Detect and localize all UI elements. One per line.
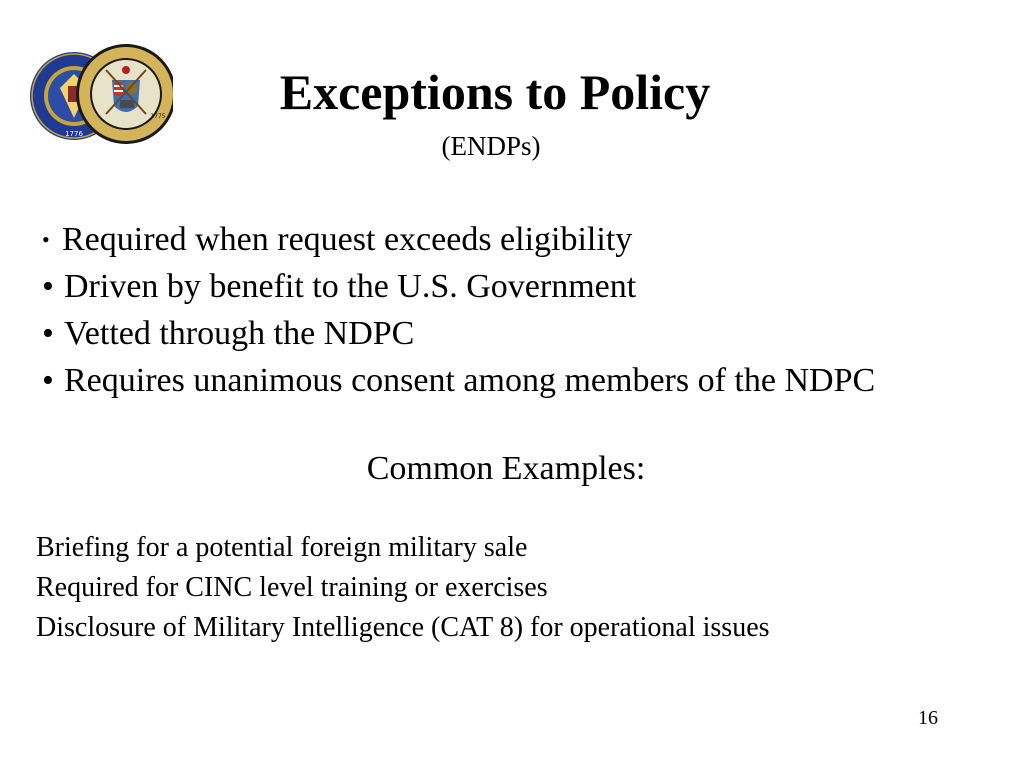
page-number: 16 bbox=[918, 707, 938, 729]
bullet-text: Required when request exceeds eligibility bbox=[62, 221, 633, 258]
bullet-item bbox=[42, 310, 875, 357]
bullet-text: Requires unanimous consent among members of the NDPC bbox=[64, 362, 876, 399]
examples-heading: Common Examples: bbox=[366, 450, 646, 487]
bullet-item bbox=[42, 357, 875, 404]
bullet-glyph: • bbox=[42, 315, 54, 352]
page-subtitle: (ENDPs) bbox=[441, 131, 541, 161]
bullet-text: Vetted through the NDPC bbox=[64, 315, 415, 352]
svg-text:1775: 1775 bbox=[150, 113, 166, 120]
bullet-item bbox=[42, 263, 875, 310]
example-item: Required for CINC level training or exercises bbox=[36, 572, 548, 603]
bullet-glyph: • bbox=[42, 227, 50, 252]
bullet-text: Driven by benefit to the U.S. Government bbox=[64, 268, 637, 305]
bullet-item bbox=[42, 216, 875, 263]
bullet-glyph: • bbox=[42, 362, 54, 399]
example-item: Disclosure of Military Intelligence (CAT 8) for operational issues bbox=[36, 612, 770, 643]
page-title: Exceptions to Policy bbox=[279, 64, 711, 120]
bullet-list bbox=[42, 216, 875, 404]
svg-text:1776: 1776 bbox=[65, 130, 83, 138]
examples-list bbox=[36, 528, 770, 648]
bullet-glyph: • bbox=[42, 268, 54, 305]
example-item: Briefing for a potential foreign military sale bbox=[36, 532, 528, 563]
